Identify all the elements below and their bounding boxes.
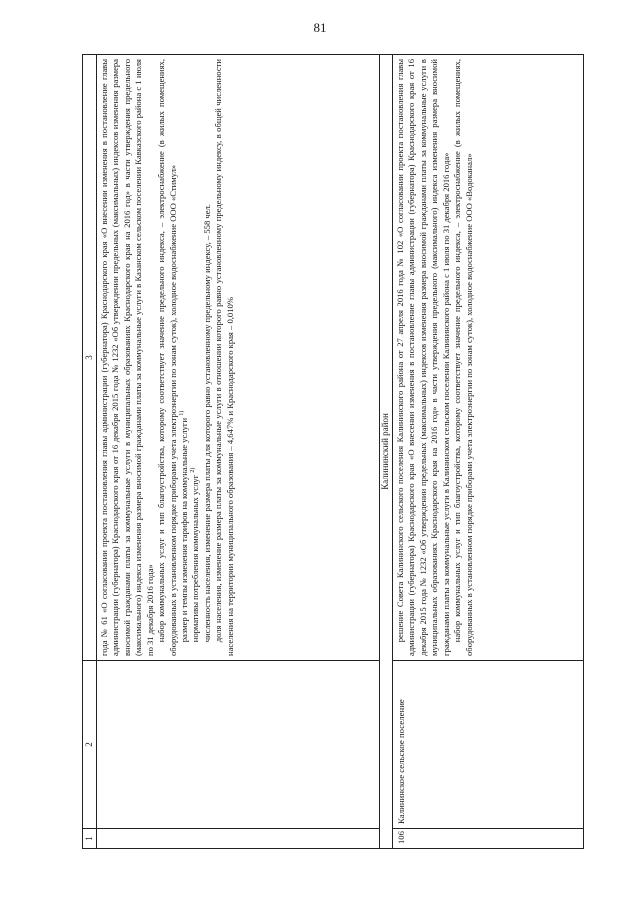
header-col-3: 3 (83, 55, 97, 661)
population-share-text: доля населения, изменение размера платы за коммунальные услуги в отношении которого равно установленному предельному индексу, в общей численности населения на территории муниципального образования – 4,647% и Краснодарского края – 0,010% (213, 59, 235, 656)
continued-row (97, 55, 380, 849)
continued-decision-text: года № 61 «О согласовании проекта постановления главы администрации (губернатора) Краснодарского края «О внесении изменения в постановление главы администрации (губернатора) Краснодарского края от 16 декабря 2015 года № 1232 «Об утверждении предельных (максимальных) индексов изменения размера вносимой гражданами платы за коммунальные услуги в муниципальных образованиях Краснодарского края на 2016 год» в части утверждения предельного (максимального) индекса изменения размера вносимой гражданами платы за коммунальные услуги в Казанском сельском поселении Кавказского района с 1 июля по 31 декабря 2016 года» (99, 59, 155, 656)
continued-row-settlement (97, 661, 380, 829)
row-number: 106 (393, 829, 584, 849)
table-row (393, 55, 584, 849)
services-text: набор коммунальных услуг и тип благоустройства, которому соответствует значение предельного индекса, – электроснабжение (в жилых помещениях, оборудованных в установленном порядке приборами учета электроэнергии по зонам суток), холодное водоснабжение ООО «Водоканал» (452, 59, 474, 656)
header-col-1: 1 (83, 829, 97, 849)
continued-services-text: набор коммунальных услуг и тип благоустройства, которому соответствует значение предельного индекса, – электроснабжение (в жилых помещениях, оборудованных в установленном порядке приборами учета электроэнергии по зонам суток), холодное водоснабжение ООО «Стимул» (156, 59, 178, 656)
settlement-name: Калининское сельское поселение (393, 661, 584, 829)
footnote-mark-2: 2) (190, 467, 197, 473)
continued-row-text (97, 55, 380, 661)
tariff-change-line (179, 59, 190, 656)
row-text (393, 55, 584, 661)
consumption-norms-text: нормативы потребления коммунальных услуг (190, 474, 201, 643)
page-number: 81 (313, 20, 327, 35)
population-count-text: численность населения, изменение размера платы для которого равно установленному предельному индексу, – 558 чел. (201, 204, 212, 643)
continued-row-number (97, 829, 380, 849)
header-row (83, 55, 97, 849)
region-heading: Калининский район (380, 55, 393, 849)
tariff-index-table (82, 54, 584, 849)
header-col-2: 2 (83, 661, 97, 829)
tariff-change-text: размер и темпы изменения тарифов на коммунальные услуги (178, 417, 189, 643)
decision-text: решение Совета Калининского сельского поселения Калининского района от 27 апреля 2016 года № 102 «О согласовании проекта постановления главы администрации (губернатора) Краснодарского края «О внесении изменения в постановление главы администрации (губернатора) Краснодарского края от 16 декабря 2015 года № 1232 «Об утверждении предельных (максимальных) индексов изменения размера вносимой гражданами платы за коммунальные услуги в муниципальных образованиях Краснодарского края на 2016 год» в части утверждения предельного (максимального) индекса изменения размера вносимой гражданами платы за коммунальные услуги в Калининском сельском поселении Калининского района с 1 июля по 31 декабря 2016 года» (395, 59, 451, 656)
rotated-table-container (82, 54, 584, 849)
footnote-mark-1: 1) (179, 410, 186, 416)
region-heading-row (380, 55, 393, 849)
consumption-norms-line (190, 59, 201, 656)
